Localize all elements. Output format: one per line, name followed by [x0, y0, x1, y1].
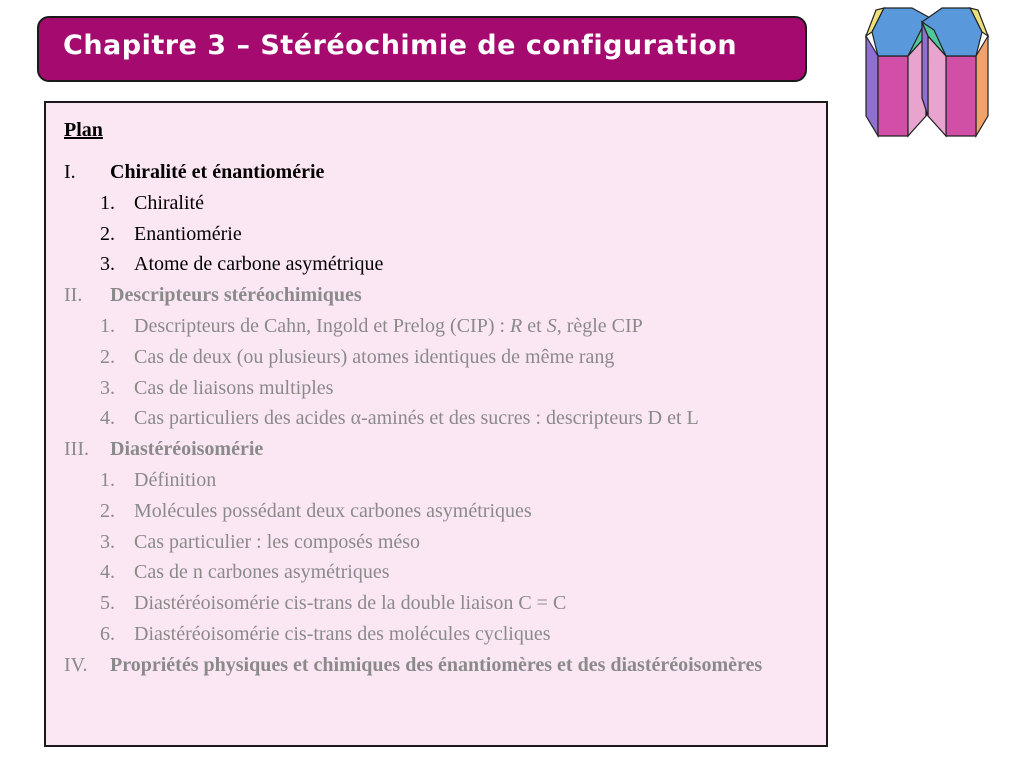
list-item — [64, 249, 814, 280]
item-number: 2. — [100, 499, 115, 522]
item-number: 2. — [100, 345, 115, 368]
item-text: Molécules possédant deux carbones asymétriques — [134, 499, 532, 522]
section-number: II. — [64, 284, 83, 307]
item-text: Atome de carbone asymétrique — [134, 253, 384, 276]
item-number: 5. — [100, 592, 115, 615]
item-number: 1. — [100, 468, 115, 491]
item-text-cip — [64, 311, 814, 342]
item-text: Cas de deux (ou plusieurs) atomes identiques de même rang — [134, 345, 615, 368]
item-text: Cas de n carbones asymétriques — [134, 561, 390, 584]
plan-outline — [64, 157, 814, 681]
item-text: Cas particuliers des acides α-aminés et des sucres : descripteurs D et L — [134, 407, 699, 430]
item-text: Cas de liaisons multiples — [134, 376, 334, 399]
item-text: Diastéréoisomérie cis-trans de la double liaison C = C — [134, 592, 567, 615]
item-text-part: et — [522, 314, 547, 337]
descriptor-r: R — [510, 314, 523, 337]
section-number: I. — [64, 161, 76, 183]
section-title: Diastéréoisomérie — [110, 438, 264, 461]
list-item — [64, 619, 814, 650]
list-item — [64, 588, 814, 619]
section-4 — [64, 650, 814, 681]
item-text: Définition — [134, 468, 217, 491]
item-number: 3. — [100, 376, 115, 399]
item-text: Cas particulier : les composés méso — [134, 530, 421, 553]
item-text: Diastéréoisomérie cis-trans des molécules cycliques — [134, 622, 551, 645]
list-item — [64, 342, 814, 373]
section-title: Propriétés physiques et chimiques des énantiomères et des diastéréoisomères — [110, 653, 763, 676]
section-2 — [64, 280, 814, 311]
item-text-part: , règle CIP — [556, 314, 643, 337]
item-number: 4. — [100, 407, 115, 430]
section-3 — [64, 434, 814, 465]
right-crystal-icon — [922, 8, 988, 136]
item-number: 1. — [100, 191, 115, 214]
list-item — [64, 311, 814, 342]
item-number: 3. — [100, 253, 115, 276]
item-number: 6. — [100, 622, 115, 645]
section-title: Chiralité et énantiomérie — [110, 161, 325, 183]
list-item — [64, 188, 814, 219]
list-item — [64, 373, 814, 404]
list-item — [64, 465, 814, 496]
list-item — [64, 403, 814, 434]
enantiomer-crystals-icon — [864, 6, 990, 142]
item-text: Chiralité — [134, 191, 204, 214]
section-number: IV. — [64, 653, 88, 676]
section-1 — [64, 157, 814, 188]
list-item — [64, 219, 814, 250]
plan-heading: Plan — [64, 119, 103, 141]
title-banner — [37, 16, 807, 82]
item-number: 3. — [100, 530, 115, 553]
item-number: 1. — [100, 314, 115, 337]
list-item — [64, 557, 814, 588]
list-item — [64, 527, 814, 558]
item-number: 2. — [100, 222, 115, 245]
list-item — [64, 496, 814, 527]
section-title: Descripteurs stéréochimiques — [110, 284, 362, 307]
descriptor-s: S — [546, 314, 557, 337]
slide-title: Chapitre 3 – Stéréochimie de configuration — [63, 30, 738, 61]
section-number: III. — [64, 438, 89, 461]
plan-panel — [44, 101, 828, 747]
item-text: Enantiomérie — [134, 222, 242, 245]
item-text-part: Descripteurs de Cahn, Ingold et Prelog (CIP) : — [134, 314, 511, 337]
item-number: 4. — [100, 561, 115, 584]
